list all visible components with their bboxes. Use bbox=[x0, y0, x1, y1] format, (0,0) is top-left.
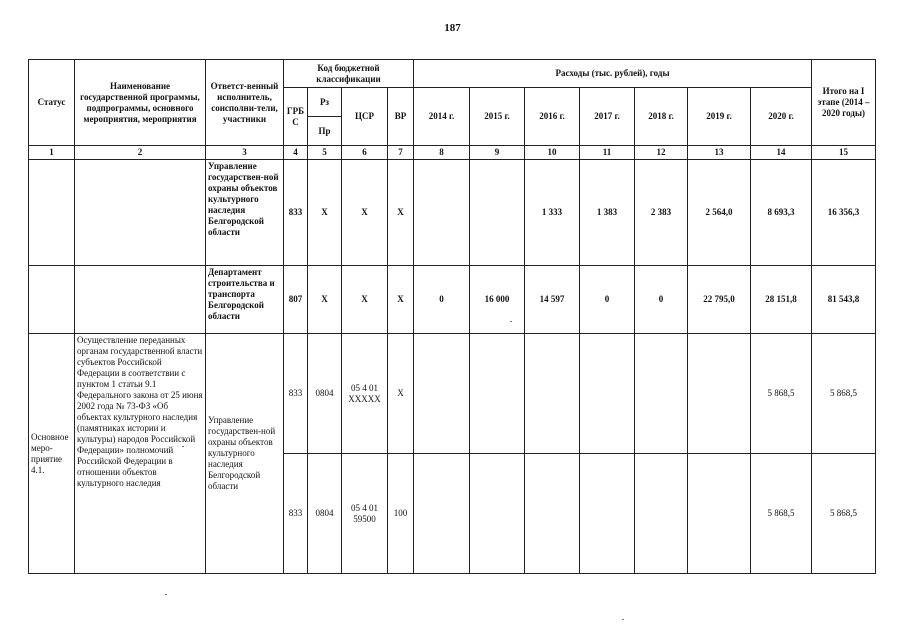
col-num-10: 10 bbox=[525, 146, 580, 160]
row1-2016: 1 333 bbox=[525, 160, 580, 266]
row2-csr: Х bbox=[342, 266, 388, 334]
event-sub1-2020: 5 868,5 bbox=[751, 334, 812, 454]
event-status: Основное меро-приятие 4.1. bbox=[29, 334, 75, 574]
row1-total: 16 356,3 bbox=[812, 160, 876, 266]
scan-speck bbox=[182, 446, 184, 447]
col-num-4: 4 bbox=[284, 146, 308, 160]
col-num-5: 5 bbox=[308, 146, 342, 160]
event-sub1-2018 bbox=[635, 334, 688, 454]
event-name: Осуществление переданных органам государственной власти субъектов Российской Федерации в соответствии с пунктом 1 статьи 9.1 Федерального закона от 25 июня 2002 года № 73-ФЗ «Об объектах культурного наследия (памятниках истории и культуры) народов Российской Федерации» полномочий Российской Федерации в отношении объектов культурного наследия bbox=[75, 334, 206, 574]
event-sub2-2018 bbox=[635, 454, 688, 574]
event-sub2-2020: 5 868,5 bbox=[751, 454, 812, 574]
row1-2014 bbox=[414, 160, 470, 266]
row2-grbs: 807 bbox=[284, 266, 308, 334]
row2-2019: 22 795,0 bbox=[688, 266, 751, 334]
header-year-2017: 2017 г. bbox=[580, 88, 635, 146]
row2-2015: 16 000 bbox=[470, 266, 525, 334]
row1-2019: 2 564,0 bbox=[688, 160, 751, 266]
col-num-8: 8 bbox=[414, 146, 470, 160]
header-year-2018: 2018 г. bbox=[635, 88, 688, 146]
row1-status-cell bbox=[29, 160, 75, 266]
header-expenses: Расходы (тыс. рублей), годы bbox=[414, 60, 812, 88]
row2-name-cell bbox=[75, 266, 206, 334]
scan-speck bbox=[622, 619, 624, 620]
row1-grbs: 833 bbox=[284, 160, 308, 266]
event-sub1-2015 bbox=[470, 334, 525, 454]
event-sub1-2016 bbox=[525, 334, 580, 454]
header-status: Статус bbox=[29, 60, 75, 146]
row1-name-cell bbox=[75, 160, 206, 266]
page-number: 187 bbox=[444, 22, 461, 34]
event-sub1-total: 5 868,5 bbox=[812, 334, 876, 454]
col-num-12: 12 bbox=[635, 146, 688, 160]
table-row bbox=[29, 160, 876, 266]
event-sub1-csr: 05 4 01 XXXXX bbox=[342, 334, 388, 454]
row2-2020: 28 151,8 bbox=[751, 266, 812, 334]
header-budget-code: Код бюджетной классификации bbox=[284, 60, 414, 88]
event-sub2-vr: 100 bbox=[388, 454, 414, 574]
row2-2018: 0 bbox=[635, 266, 688, 334]
header-pr: Пр bbox=[308, 117, 342, 146]
header-name: Наименование государственной программы, подпрограммы, основного мероприятия, мероприятия bbox=[75, 60, 206, 146]
event-sub1-vr: Х bbox=[388, 334, 414, 454]
header-year-2020: 2020 г. bbox=[751, 88, 812, 146]
event-sub2-rzpr: 0804 bbox=[308, 454, 342, 574]
header-year-2016: 2016 г. bbox=[525, 88, 580, 146]
event-sub1-2014 bbox=[414, 334, 470, 454]
col-num-1: 1 bbox=[29, 146, 75, 160]
col-num-2: 2 bbox=[75, 146, 206, 160]
event-sub1-rzpr: 0804 bbox=[308, 334, 342, 454]
event-sub2-2014 bbox=[414, 454, 470, 574]
row1-vr: Х bbox=[388, 160, 414, 266]
table-row bbox=[29, 266, 876, 334]
row2-2016: 14 597 bbox=[525, 266, 580, 334]
event-sub2-2015 bbox=[470, 454, 525, 574]
row1-csr: Х bbox=[342, 160, 388, 266]
row1-2015 bbox=[470, 160, 525, 266]
col-num-13: 13 bbox=[688, 146, 751, 160]
row2-status-cell bbox=[29, 266, 75, 334]
row2-rzpr: Х bbox=[308, 266, 342, 334]
budget-table bbox=[28, 59, 876, 574]
event-sub2-2019 bbox=[688, 454, 751, 574]
event-sub2-2016 bbox=[525, 454, 580, 574]
table-row bbox=[29, 334, 876, 454]
event-sub2-2017 bbox=[580, 454, 635, 574]
row2-2014: 0 bbox=[414, 266, 470, 334]
row1-executor: Управление государствен-ной охраны объектов культурного наследия Белгородской области bbox=[206, 160, 284, 266]
header-rz: Рз bbox=[308, 88, 342, 117]
event-sub1-grbs: 833 bbox=[284, 334, 308, 454]
row2-executor: Департамент строительства и транспорта Белгородской области bbox=[206, 266, 284, 334]
row1-rzpr: Х bbox=[308, 160, 342, 266]
event-sub1-2017 bbox=[580, 334, 635, 454]
header-executor: Ответст-венный исполнитель, соисполни-тели, участники bbox=[206, 60, 284, 146]
col-num-14: 14 bbox=[751, 146, 812, 160]
row1-2017: 1 383 bbox=[580, 160, 635, 266]
header-csr: ЦСР bbox=[342, 88, 388, 146]
col-num-7: 7 bbox=[388, 146, 414, 160]
header-year-2015: 2015 г. bbox=[470, 88, 525, 146]
event-sub2-csr: 05 4 01 59500 bbox=[342, 454, 388, 574]
event-executor: Управление государствен-ной охраны объектов культурного наследия Белгородской области bbox=[206, 334, 284, 574]
event-sub1-2019 bbox=[688, 334, 751, 454]
col-num-11: 11 bbox=[580, 146, 635, 160]
header-total: Итого на I этапе (2014 – 2020 годы) bbox=[812, 60, 876, 146]
scan-speck bbox=[165, 594, 167, 595]
event-sub2-total: 5 868,5 bbox=[812, 454, 876, 574]
event-sub2-grbs: 833 bbox=[284, 454, 308, 574]
col-num-9: 9 bbox=[470, 146, 525, 160]
row1-2018: 2 383 bbox=[635, 160, 688, 266]
col-num-3: 3 bbox=[206, 146, 284, 160]
header-year-2019: 2019 г. bbox=[688, 88, 751, 146]
header-year-2014: 2014 г. bbox=[414, 88, 470, 146]
row2-2017: 0 bbox=[580, 266, 635, 334]
row2-total: 81 543,8 bbox=[812, 266, 876, 334]
row1-2020: 8 693,3 bbox=[751, 160, 812, 266]
header-vr: ВР bbox=[388, 88, 414, 146]
scan-speck bbox=[510, 321, 512, 322]
col-num-15: 15 bbox=[812, 146, 876, 160]
header-grbs: ГРБ С bbox=[284, 88, 308, 146]
row2-vr: Х bbox=[388, 266, 414, 334]
col-num-6: 6 bbox=[342, 146, 388, 160]
